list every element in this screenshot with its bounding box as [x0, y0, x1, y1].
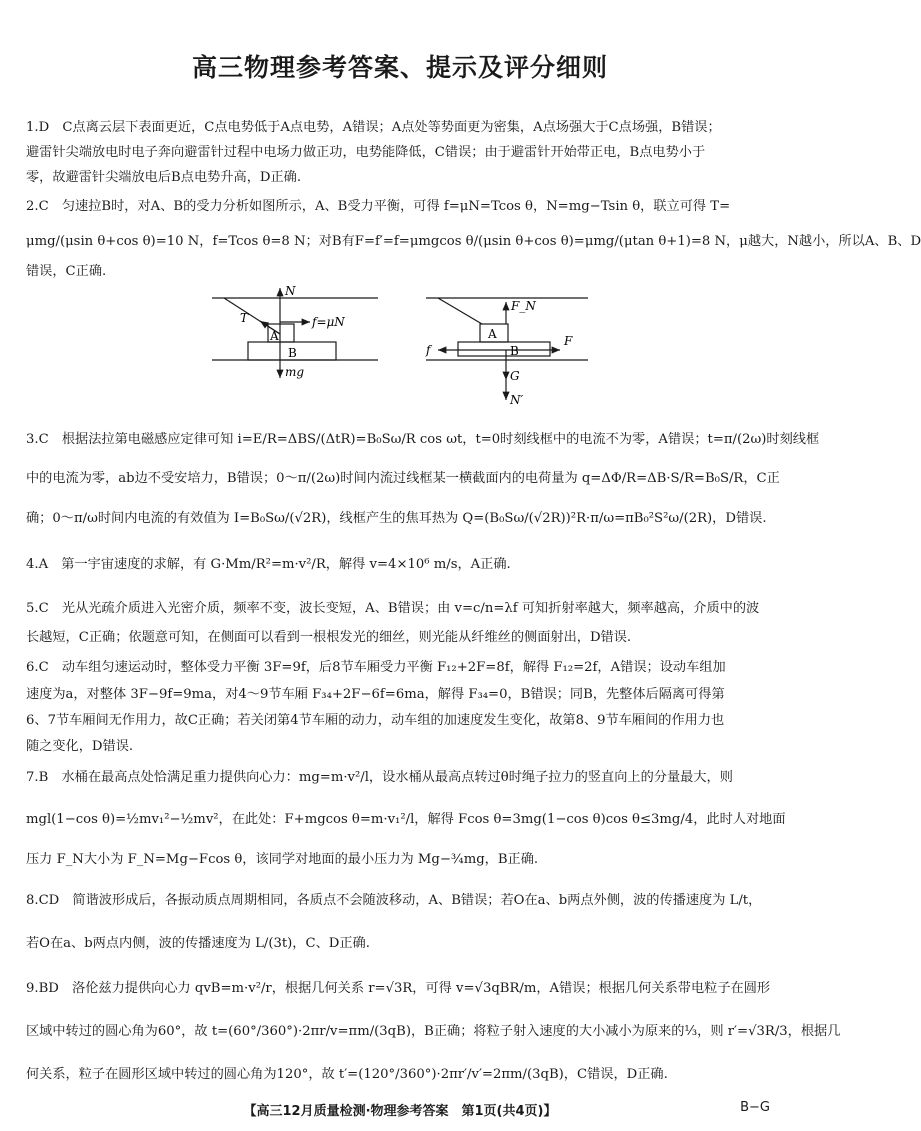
answer-line: 错误，C正确. — [26, 264, 107, 279]
answer-line: 确；0～π/ω时间内电流的有效值为 I=B₀Sω/(√2R)，线框产生的焦耳热为 Q=(B₀Sω/(√2R))²R·π/ω=πB₀²S²ω/(2R)，D错误. — [26, 511, 767, 526]
page-title: 高三物理参考答案、提示及评分细则 — [191, 53, 608, 82]
label-mg: mg — [285, 365, 305, 379]
left-diagram — [212, 284, 378, 379]
answer-line: 随之变化，D错误. — [26, 739, 134, 754]
answer-line: 8.CD 简谐波形成后，各振动质点周期相同，各质点不会随波移动，A、B错误；若O在a、b两点外侧，波的传播速度为 L/t， — [26, 893, 762, 908]
answer-line: 何关系，粒子在圆形区域中转过的圆心角为120°，故 t′=(120°/360°)·2πr′/v′=2πm/(3qB)，C错误，D正确. — [26, 1067, 668, 1082]
footer-code: B−G — [740, 1100, 770, 1115]
answer-line: 9.BD 洛伦兹力提供向心力 qvB=m·v²/r，根据几何关系 r=√3R，可得 v=√3qBR/m，A错误；根据几何关系带电粒子在圆形 — [26, 981, 771, 996]
label-N: N — [285, 284, 296, 298]
answer-line: 长越短，C正确；依题意可知，在侧面可以看到一根根发光的细丝，则光能从纤维丝的侧面射出，D错误. — [26, 630, 632, 645]
answer-line: 3.C 根据法拉第电磁感应定律可知 i=E/R=ΔBS/(ΔtR)=B₀Sω/R cos ωt，t=0时刻线框中的电流不为零，A错误；t=π/(2ω)时刻线框 — [26, 432, 820, 447]
answer-line: mgl(1−cos θ)=½mv₁²−½mv²，在此处：F+mgcos θ=m·v₁²/l，解得 Fcos θ=3mg(1−cos θ)cos θ≤3mg/4，此时人对地面 — [26, 812, 786, 827]
label-F: F — [564, 334, 573, 348]
answer-line: 若O在a、b两点内侧，波的传播速度为 L/(3t)，C、D正确. — [26, 936, 370, 951]
right-diagram — [425, 298, 588, 407]
answer-line: 1.D C点离云层下表面更近，C点电势低于A点电势，A错误；A点处等势面更为密集，A点场强大于C点场强，B错误； — [26, 120, 721, 135]
answer-line: 速度为a，对整体 3F−9f=9ma，对4～9节车厢 F₃₄+2F−6f=6ma，解得 F₃₄=0，B错误；同B，先整体后隔离可得第 — [26, 687, 725, 702]
answer-line: 6.C 动车组匀速运动时，整体受力平衡 3F=9f，后8节车厢受力平衡 F₁₂+2F=8f，解得 F₁₂=2f，A错误；设动车组加 — [26, 660, 726, 675]
answer-line: μmg/(μsin θ+cos θ)=10 N，f=Tcos θ=8 N；对B有F=f′=f=μmgcos θ/(μsin θ+cos θ)=μmg/(μtan θ+1)=8 N，μ越大，N越小，所以A、B、D — [26, 234, 921, 249]
label-B-right: B — [510, 344, 519, 358]
answer-line: 6、7节车厢间无作用力，故C正确；若关闭第4节车厢的动力，动车组的加速度发生变化，故第8、9节车厢间的作用力也 — [26, 713, 725, 728]
answer-line: 避雷针尖端放电时电子奔向避雷针过程中电场力做正功，电势能降低，C错误；由于避雷针开始带正电，B点电势小于 — [26, 145, 706, 160]
footer-info: 【高三12月质量检测·物理参考答案 第1页(共4页)】 — [243, 1104, 557, 1119]
label-FN: F_N — [511, 299, 536, 313]
answer-line: 7.B 水桶在最高点处恰满足重力提供向心力：mg=m·v²/l，设水桶从最高点转过θ时绳子拉力的竖直向上的分量最大，则 — [26, 770, 733, 785]
label-f-right: f — [426, 343, 431, 357]
label-A-right: A — [488, 327, 497, 341]
answer-line: 压力 F_N大小为 F_N=Mg−Fcos θ，该同学对地面的最小压力为 Mg−¾mg，B正确. — [26, 852, 539, 867]
label-Nprime: N′ — [510, 393, 524, 407]
label-A: A — [270, 329, 279, 343]
answer-line: 零，故避雷针尖端放电后B点电势升高，D正确. — [26, 170, 302, 185]
label-B: B — [288, 346, 297, 360]
label-f: f=μN — [312, 315, 345, 329]
answer-line: 5.C 光从光疏介质进入光密介质，频率不变，波长变短，A、B错误；由 v=c/n=λf 可知折射率越大，频率越高，介质中的波 — [26, 601, 760, 616]
label-T: T — [240, 311, 249, 325]
answer-line: 区域中转过的圆心角为60°，故 t=(60°/360°)·2πr/v=πm/(3qB)，B正确；将粒子射入速度的大小减小为原来的⅓，则 r′=√3R/3，根据几 — [26, 1024, 841, 1039]
answer-line: 4.A 第一宇宙速度的求解，有 G·Mm/R²=m·v²/R，解得 v=4×10⁶ m/s，A正确. — [26, 557, 511, 572]
answer-line: 中的电流为零，ab边不受安培力，B错误；0～π/(2ω)时间内流过线框某一横截面内的电荷量为 q=ΔΦ/R=ΔB·S/R=B₀S/R，C正 — [26, 471, 780, 486]
answer-line: 2.C 匀速拉B时，对A、B的受力分析如图所示，A、B受力平衡，可得 f=μN=Tcos θ，N=mg−Tsin θ，联立可得 T= — [26, 199, 731, 214]
label-G: G — [510, 369, 520, 383]
force-diagram — [200, 280, 600, 410]
